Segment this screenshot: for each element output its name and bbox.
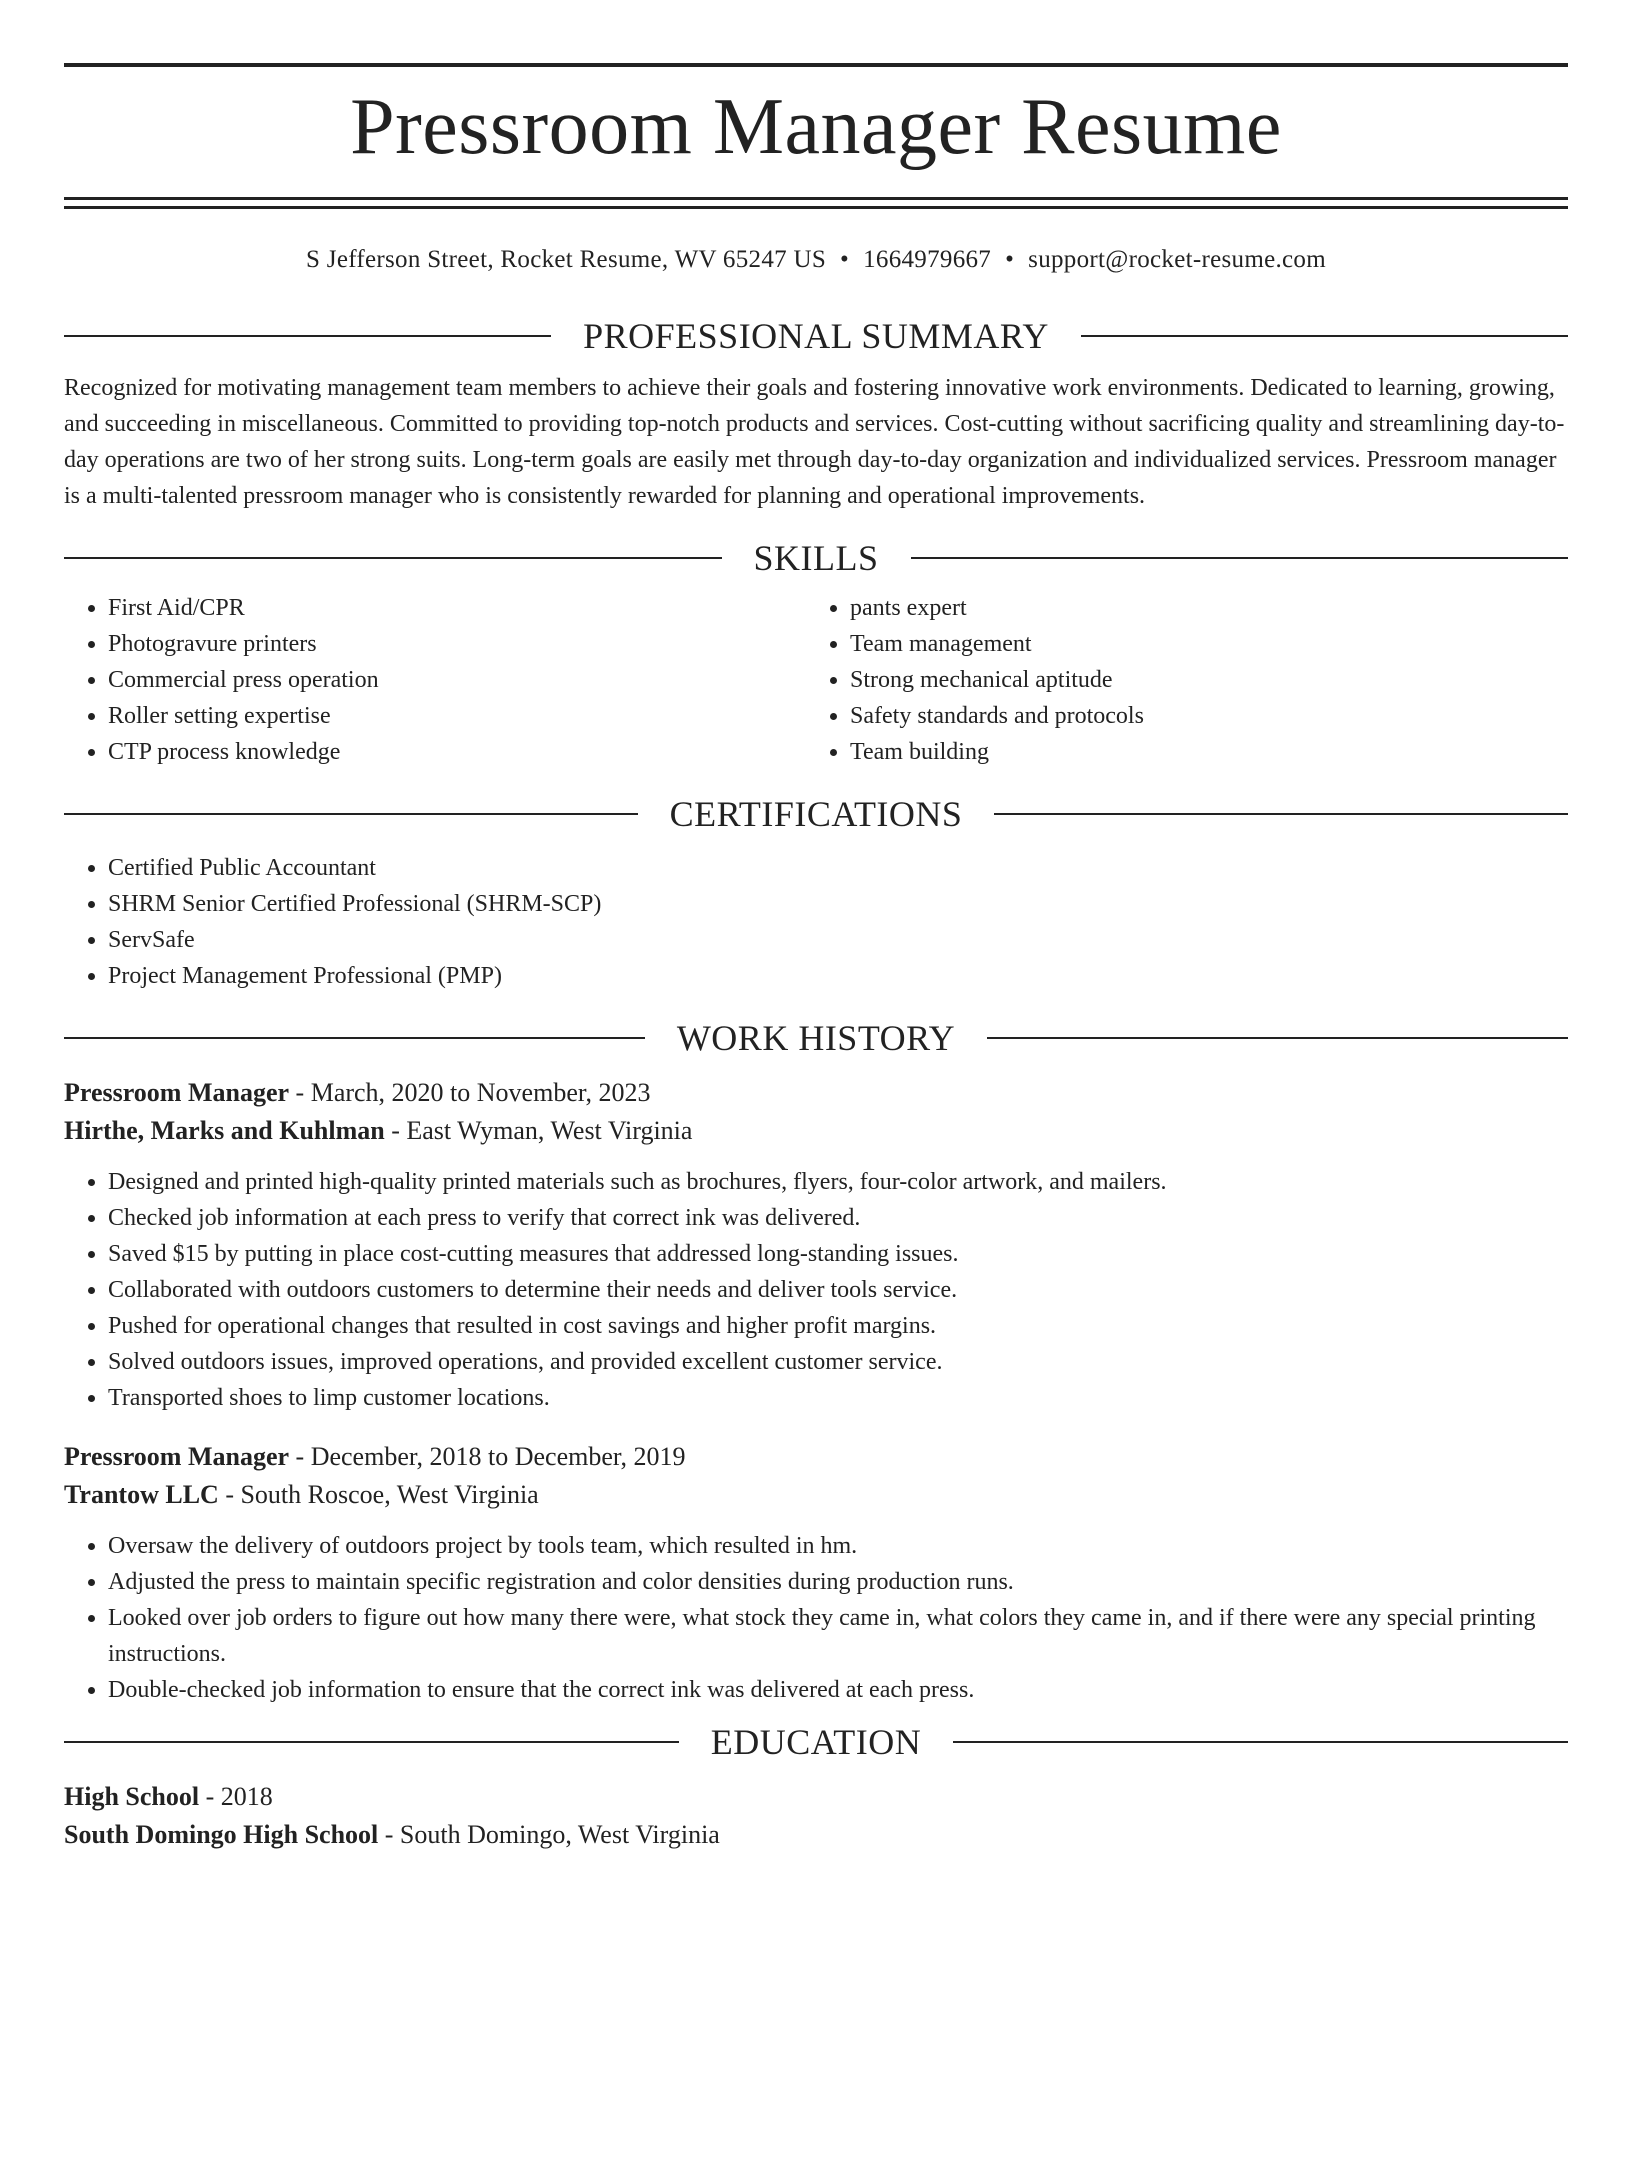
job-bullet: • Transported shoes to limp customer locations. [108, 1380, 1568, 1416]
skill-item: • First Aid/CPR [108, 590, 806, 626]
certifications-heading-label: CERTIFICATIONS [669, 794, 963, 834]
certifications-heading [64, 792, 1568, 836]
education-school: South Domingo High School [64, 1820, 379, 1849]
skill-item: • CTP process knowledge [108, 734, 806, 770]
job-entry [64, 1438, 1568, 1708]
job-title: Pressroom Manager [64, 1078, 290, 1107]
job-company: Hirthe, Marks and Kuhlman [64, 1116, 385, 1145]
certifications-list [64, 850, 1568, 994]
certification-item: • ServSafe [108, 922, 1568, 958]
skill-item: • pants expert [850, 590, 1548, 626]
resume-page [0, 63, 1632, 2175]
job-title: Pressroom Manager [64, 1442, 290, 1471]
certification-item: • Project Management Professional (PMP) [108, 958, 1568, 994]
skill-item: • Safety standards and protocols [850, 698, 1548, 734]
certification-item: • Certified Public Accountant [108, 850, 1568, 886]
heading-rule-left [64, 1741, 679, 1743]
heading-rule-left [64, 1037, 645, 1039]
education-heading-label: EDUCATION [710, 1722, 922, 1762]
job-location: - East Wyman, West Virginia [384, 1116, 693, 1145]
job-company-line [64, 1112, 1568, 1150]
resume-title: Pressroom Manager Resume [350, 83, 1282, 171]
skills-grid [64, 590, 1568, 770]
skill-item: • Team management [850, 626, 1548, 662]
job-bullet: • Pushed for operational changes that resulted in cost savings and higher profit margins. [108, 1308, 1568, 1344]
skills-heading-label: SKILLS [753, 538, 879, 578]
job-company: Trantow LLC [64, 1480, 219, 1509]
education-location: - South Domingo, West Virginia [378, 1820, 720, 1849]
contact-address: S Jefferson Street, Rocket Resume, WV 65247 US [306, 246, 827, 273]
job-bullet: • Saved $15 by putting in place cost-cutting measures that addressed long-standing issues. [108, 1236, 1568, 1272]
job-bullet: • Double-checked job information to ensure that the correct ink was delivered at each press. [108, 1672, 1568, 1708]
job-bullet: • Adjusted the press to maintain specific registration and color densities during production runs. [108, 1564, 1568, 1600]
contact-email: support@rocket-resume.com [1028, 246, 1326, 273]
job-bullet: • Oversaw the delivery of outdoors project by tools team, which resulted in hm. [108, 1528, 1568, 1564]
heading-rule-left [64, 813, 638, 815]
contact-separator: • [840, 246, 850, 273]
job-bullet: • Looked over job orders to figure out how many there were, what stock they came in, what colors they came in, and if there were any special printing instructions. [108, 1600, 1568, 1672]
work-history-heading [64, 1016, 1568, 1060]
skill-item: • Strong mechanical aptitude [850, 662, 1548, 698]
heading-rule-left [64, 335, 551, 337]
contact-phone: 1664979667 [863, 246, 992, 273]
education-degree: High School [64, 1782, 200, 1811]
job-dates: - March, 2020 to November, 2023 [289, 1078, 651, 1107]
skill-item: • Photogravure printers [108, 626, 806, 662]
certification-item: • SHRM Senior Certified Professional (SHRM-SCP) [108, 886, 1568, 922]
job-title-line [64, 1074, 1568, 1112]
job-dates: - December, 2018 to December, 2019 [289, 1442, 686, 1471]
skill-item: • Commercial press operation [108, 662, 806, 698]
job-location: - South Roscoe, West Virginia [218, 1480, 539, 1509]
heading-rule-right [994, 813, 1568, 815]
job-bullet: • Collaborated with outdoors customers to determine their needs and deliver tools service. [108, 1272, 1568, 1308]
work-history-heading-label: WORK HISTORY [676, 1018, 956, 1058]
contact-separator: • [1005, 246, 1015, 273]
skills-list-left [64, 590, 806, 770]
skills-column-left [64, 590, 806, 770]
job-bullets [64, 1528, 1568, 1708]
heading-rule-right [987, 1037, 1568, 1039]
heading-rule-right [911, 557, 1569, 559]
job-bullet: • Checked job information at each press to verify that correct ink was delivered. [108, 1200, 1568, 1236]
education-year: - 2018 [199, 1782, 273, 1811]
job-bullet: • Designed and printed high-quality printed materials such as brochures, flyers, four-color artwork, and mailers. [108, 1164, 1568, 1200]
heading-rule-left [64, 557, 722, 559]
skill-item: • Team building [850, 734, 1548, 770]
education-entry [64, 1778, 1568, 1854]
education-heading [64, 1720, 1568, 1764]
skill-item: • Roller setting expertise [108, 698, 806, 734]
summary-heading [64, 314, 1568, 358]
skills-column-right [806, 590, 1548, 770]
top-rule [64, 63, 1568, 67]
job-title-line [64, 1438, 1568, 1476]
summary-text: Recognized for motivating management team members to achieve their goals and fostering innovative work environments. Dedicated to learning, growing, and succeeding in miscellaneous. Committed to providing top-notch products and services. Cost-cutting without sacrificing quality and streamlining day-to-day operations are two of her strong suits. Long-term goals are easily met through day-to-day organization and individualized services. Pressroom manager is a multi-talented pressroom manager who is consistently rewarded for planning and operational improvements. [64, 375, 1565, 509]
title-double-rule [64, 197, 1568, 209]
heading-rule-right [953, 1741, 1568, 1743]
heading-rule-right [1081, 335, 1568, 337]
education-degree-line [64, 1778, 1568, 1816]
education-school-line [64, 1816, 1568, 1854]
skills-heading [64, 536, 1568, 580]
contact-line [64, 244, 1568, 276]
job-company-line [64, 1476, 1568, 1514]
job-bullet: • Solved outdoors issues, improved operations, and provided excellent customer service. [108, 1344, 1568, 1380]
job-entry [64, 1074, 1568, 1416]
summary-heading-label: PROFESSIONAL SUMMARY [583, 316, 1049, 356]
skills-list-right [806, 590, 1548, 770]
job-bullets [64, 1164, 1568, 1416]
